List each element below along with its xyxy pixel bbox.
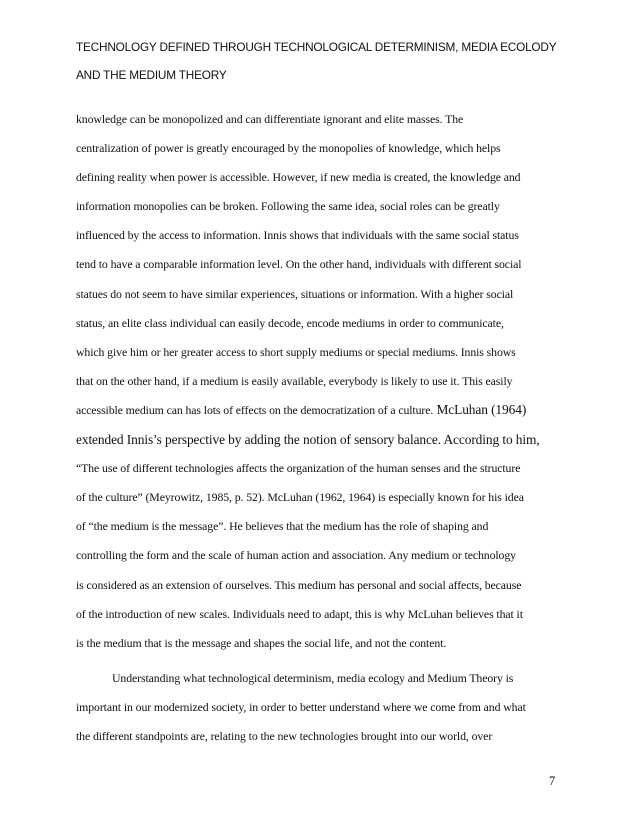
text-segment-large: McLuhan (1964) bbox=[433, 401, 527, 417]
text-line: of the introduction of new scales. Individuals need to adapt, this is why McLuhan believes that it bbox=[76, 606, 523, 621]
text-line: controlling the form and the scale of human action and association. Any medium or technology bbox=[76, 548, 516, 563]
text-line: information monopolies can be broken. Following the same idea, social roles can be greatly bbox=[76, 199, 500, 214]
text-line: is considered as an extension of ourselves. This medium has personal and social affects, because bbox=[76, 577, 522, 592]
text-line: the different standpoints are, relating to the new technologies brought into our world, over bbox=[76, 728, 493, 743]
text-line: extended Innis’s perspective by adding the notion of sensory balance. According to him, bbox=[76, 432, 540, 448]
text-line: “The use of different technologies affects the organization of the human senses and the structure bbox=[76, 461, 521, 476]
text-line bbox=[76, 403, 556, 432]
text-line: defining reality when power is accessible. However, if new media is created, the knowledge and bbox=[76, 170, 521, 185]
text-line: which give him or her greater access to short supply mediums or special mediums. Innis shows bbox=[76, 344, 516, 359]
running-header-line-2: AND THE MEDIUM THEORY bbox=[76, 68, 227, 82]
text-line: tend to have a comparable information level. On the other hand, individuals with different social bbox=[76, 257, 522, 272]
running-header-line-1: TECHNOLOGY DEFINED THROUGH TECHNOLOGICAL DETERMINISM, MEDIA ECOLODY bbox=[76, 40, 557, 54]
text-line: important in our modernized society, in order to better understand where we come from and what bbox=[76, 699, 526, 714]
page-number: 7 bbox=[549, 774, 556, 788]
text-line: of “the medium is the message”. He believes that the medium has the role of shaping and bbox=[76, 519, 489, 534]
text-line: is the medium that is the message and shapes the social life, and not the content. bbox=[76, 635, 447, 650]
text-line: Understanding what technological determinism, media ecology and Medium Theory is bbox=[112, 670, 514, 685]
body-text bbox=[76, 112, 556, 758]
text-line: knowledge can be monopolized and can differentiate ignorant and elite masses. The bbox=[76, 112, 464, 126]
text-line: influenced by the access to information. Innis shows that individuals with the same social status bbox=[76, 228, 519, 243]
text-line: statues do not seem to have similar experiences, situations or information. With a higher social bbox=[76, 286, 514, 301]
text-line: that on the other hand, if a medium is easily available, everybody is likely to use it. This easily bbox=[76, 373, 513, 388]
text-line: of the culture” (Meyrowitz, 1985, p. 52). McLuhan (1962, 1964) is especially known for his idea bbox=[76, 490, 524, 505]
text-line: centralization of power is greatly encouraged by the monopolies of knowledge, which helps bbox=[76, 141, 501, 156]
text-segment: accessible medium can has lots of effects on the democratization of a culture. bbox=[76, 402, 434, 417]
text-line: status, an elite class individual can easily decode, encode mediums in order to communicate, bbox=[76, 315, 504, 330]
